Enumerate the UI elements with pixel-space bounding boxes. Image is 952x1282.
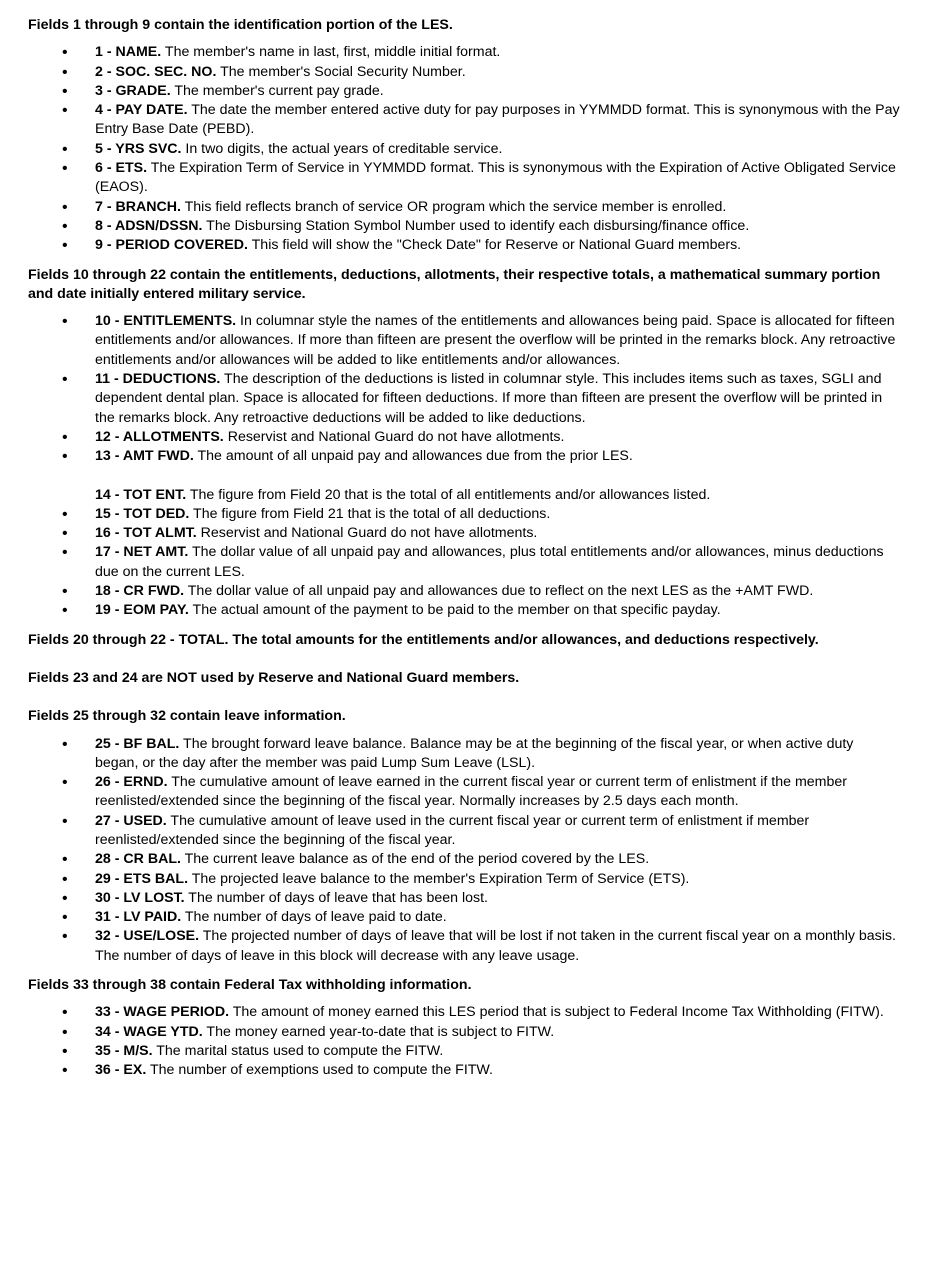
section-heading-identification: Fields 1 through 9 contain the identification portion of the LES. — [28, 17, 453, 33]
field-description: The money earned year-to-date that is subject to FITW. — [202, 1023, 555, 1040]
list-item — [28, 428, 900, 447]
bullet-icon: • — [62, 448, 68, 466]
field-description: The member's name in last, first, middle initial format. — [161, 44, 501, 61]
entitlements-field-list — [28, 312, 900, 620]
field-term: 31 - LV PAID. — [95, 909, 182, 926]
section-heading-federal-tax: Fields 33 through 38 contain Federal Tax withholding information. — [28, 977, 472, 994]
field-description: The number of exemptions used to compute the FITW. — [146, 1062, 493, 1079]
field-description: This field reflects branch of service OR program which the service member is enrolled. — [180, 198, 727, 215]
bullet-icon: • — [62, 82, 68, 100]
bullet-icon: • — [62, 428, 68, 446]
field-term: 30 - LV LOST. — [95, 889, 185, 906]
bullet-icon: • — [62, 505, 68, 523]
field-description: The amount of all unpaid pay and allowances due from the prior LES. — [193, 448, 633, 465]
list-item — [28, 217, 900, 236]
list-item — [28, 140, 900, 159]
bullet-icon: • — [62, 889, 68, 907]
field-term: 13 - AMT FWD. — [95, 448, 194, 465]
field-term: 36 - EX. — [95, 1062, 147, 1079]
bullet-icon: • — [62, 928, 68, 946]
section-heading-entitlements: Fields 10 through 22 contain the entitlements, deductions, allotments, their respective totals, a mathematical summary portion and date initially entered military service. — [28, 266, 881, 302]
bullet-icon: • — [62, 774, 68, 792]
identification-field-list — [28, 43, 900, 255]
list-item — [28, 159, 900, 198]
field-term: 1 - NAME. — [95, 44, 162, 61]
field-description: In columnar style the names of the entitlements and allowances being paid. Space is allocated for fifteen entitlements and/or allowances. If more than fifteen are present the overflow will be printed in the remarks block. Any retroactive entitlements and/or allowances will be added to like entitlements and/or allowances. — [95, 313, 896, 368]
field-term: 19 - EOM PAY. — [95, 602, 189, 619]
field-description: The cumulative amount of leave earned in the current fiscal year or current term of enlistment if the member reenlisted/extended since the beginning of the fiscal year. Normally increases by 2.5 days each month. — [95, 774, 848, 810]
federal-tax-field-list — [28, 1003, 900, 1080]
list-item — [28, 543, 900, 582]
field-term: 29 - ETS BAL. — [95, 870, 189, 887]
field-description: The date the member entered active duty for pay purposes in YYMMDD format. This is synonymous with the Pay Entry Base Date (PEBD). — [95, 102, 900, 138]
field-term: 3 - GRADE. — [95, 82, 171, 99]
bullet-icon: • — [62, 870, 68, 888]
list-item — [28, 1061, 900, 1080]
list-item — [28, 582, 900, 601]
field-description: The marital status used to compute the FITW. — [152, 1042, 444, 1059]
list-item — [28, 312, 900, 370]
field-description: The number of days of leave that has been lost. — [184, 889, 488, 906]
field-description: This field will show the "Check Date" for Reserve or National Guard members. — [247, 237, 742, 254]
field-description: The brought forward leave balance. Balance may be at the beginning of the fiscal year, or when active duty began, or the day after the member was paid Lump Sum Leave (LSL). — [95, 735, 854, 771]
bullet-icon: • — [62, 909, 68, 927]
field-description: The cumulative amount of leave used in the current fiscal year or current term of enlistment if member reenlisted/extended since the beginning of the fiscal year. — [95, 812, 810, 848]
list-item — [28, 870, 900, 889]
bullet-icon: • — [62, 237, 68, 255]
list-item — [28, 1023, 900, 1042]
field-description: The Disbursing Station Symbol Number used to identify each disbursing/finance office. — [202, 217, 750, 234]
field-term: 11 - DEDUCTIONS. — [95, 371, 221, 388]
bullet-icon: • — [62, 371, 68, 389]
bullet-icon: • — [62, 1004, 68, 1022]
list-item — [28, 505, 900, 524]
field-term: 16 - TOT ALMT. — [95, 525, 197, 542]
bullet-icon: • — [62, 1062, 68, 1080]
bullet-icon: • — [62, 812, 68, 830]
field-term: 33 - WAGE PERIOD. — [95, 1004, 230, 1021]
bullet-icon: • — [62, 140, 68, 158]
field-term: 6 - ETS. — [95, 160, 148, 177]
bullet-icon: • — [62, 313, 68, 331]
field-description: The figure from Field 20 that is the total of all entitlements and/or allowances listed. — [186, 486, 711, 503]
list-item — [28, 735, 900, 774]
field-description: The current leave balance as of the end of the period covered by the LES. — [180, 851, 650, 868]
list-item — [28, 447, 900, 466]
field-term: 4 - PAY DATE. — [95, 102, 188, 119]
field-description: The figure from Field 21 that is the total of all deductions. — [189, 505, 551, 522]
field-term: 5 - YRS SVC. — [95, 140, 182, 157]
field-term: 18 - CR FWD. — [95, 583, 185, 600]
list-item — [28, 236, 900, 255]
list-item — [28, 486, 900, 505]
section-heading-totals: Fields 20 through 22 - TOTAL. The total amounts for the entitlements and/or allowances, and deductions respectively. — [28, 631, 819, 648]
field-description: The projected leave balance to the member's Expiration Term of Service (ETS). — [188, 870, 690, 887]
list-item — [28, 812, 900, 851]
field-term: 28 - CR BAL. — [95, 851, 181, 868]
field-term: 2 - SOC. SEC. NO. — [95, 63, 217, 80]
field-description: The Expiration Term of Service in YYMMDD format. This is synonymous with the Expiration of Active Obligated Service (EAOS). — [95, 160, 896, 196]
list-item — [28, 1003, 900, 1022]
list-item — [28, 198, 900, 217]
list-item — [28, 370, 900, 428]
field-description: The member's Social Security Number. — [216, 63, 466, 80]
field-description: The dollar value of all unpaid pay and allowances due to reflect on the next LES as the +AMT FWD. — [184, 583, 814, 600]
field-description: The description of the deductions is listed in columnar style. This includes items such as taxes, SGLI and dependent dental plan. Space is allocated for fifteen deductions. If more than fifteen are present the overflow will be printed in the remarks block. Any retroactive deductions will be added to like deductions. — [95, 371, 883, 426]
bullet-icon: • — [62, 44, 68, 62]
field-description: The number of days of leave paid to date. — [181, 909, 447, 926]
field-description: Reservist and National Guard do not have allotments. — [223, 428, 565, 445]
field-description: The actual amount of the payment to be paid to the member on that specific payday. — [188, 602, 721, 619]
bullet-icon: • — [62, 160, 68, 178]
section-heading-not-used: Fields 23 and 24 are NOT used by Reserve and National Guard members. — [28, 669, 520, 686]
list-item — [28, 908, 900, 927]
list-item — [28, 1042, 900, 1061]
bullet-icon: • — [62, 851, 68, 869]
field-term: 15 - TOT DED. — [95, 505, 190, 522]
field-description: The amount of money earned this LES period that is subject to Federal Income Tax Withholding (FITW). — [229, 1004, 884, 1021]
bullet-icon: • — [62, 217, 68, 235]
field-description: The projected number of days of leave that will be lost if not taken in the current fiscal year on a monthly basis. The number of days of leave in this block will decrease with any leave usage. — [95, 928, 896, 964]
field-term: 32 - USE/LOSE. — [95, 928, 200, 945]
field-description: Reservist and National Guard do not have allotments. — [196, 525, 538, 542]
field-term: 34 - WAGE YTD. — [95, 1023, 203, 1040]
bullet-icon: • — [62, 735, 68, 753]
list-item — [28, 773, 900, 812]
field-term: 9 - PERIOD COVERED. — [95, 237, 248, 254]
field-term: 12 - ALLOTMENTS. — [95, 428, 224, 445]
section-heading-leave: Fields 25 through 32 contain leave information. — [28, 708, 346, 725]
list-item — [28, 889, 900, 908]
field-term: 7 - BRANCH. — [95, 198, 181, 215]
bullet-icon: • — [62, 602, 68, 620]
field-description: In two digits, the actual years of creditable service. — [181, 140, 503, 157]
bullet-icon: • — [62, 1023, 68, 1041]
bullet-icon: • — [62, 102, 68, 120]
bullet-icon: • — [62, 544, 68, 562]
field-term: 26 - ERND. — [95, 774, 168, 791]
field-description: The member's current pay grade. — [170, 82, 384, 99]
field-term: 14 - TOT ENT. — [95, 486, 187, 503]
bullet-icon: • — [62, 63, 68, 81]
field-term: 35 - M/S. — [95, 1042, 153, 1059]
field-term: 8 - ADSN/DSSN. — [95, 217, 203, 234]
list-item — [28, 82, 900, 101]
leave-field-list — [28, 735, 900, 967]
list-item — [28, 63, 900, 82]
list-item — [28, 43, 900, 62]
field-term: 10 - ENTITLEMENTS. — [95, 313, 237, 330]
list-item — [28, 850, 900, 869]
field-term: 17 - NET AMT. — [95, 544, 189, 561]
field-term: 25 - BF BAL. — [95, 735, 180, 752]
bullet-icon: • — [62, 198, 68, 216]
list-item — [28, 524, 900, 543]
field-term: 27 - USED. — [95, 812, 167, 829]
bullet-icon: • — [62, 1042, 68, 1060]
list-item — [28, 927, 900, 966]
list-item — [28, 601, 900, 620]
bullet-icon: • — [62, 525, 68, 543]
list-item — [28, 101, 900, 140]
bullet-icon: • — [62, 583, 68, 601]
field-description: The dollar value of all unpaid pay and allowances, plus total entitlements and/or allowances, minus deductions due on the current LES. — [95, 544, 884, 580]
